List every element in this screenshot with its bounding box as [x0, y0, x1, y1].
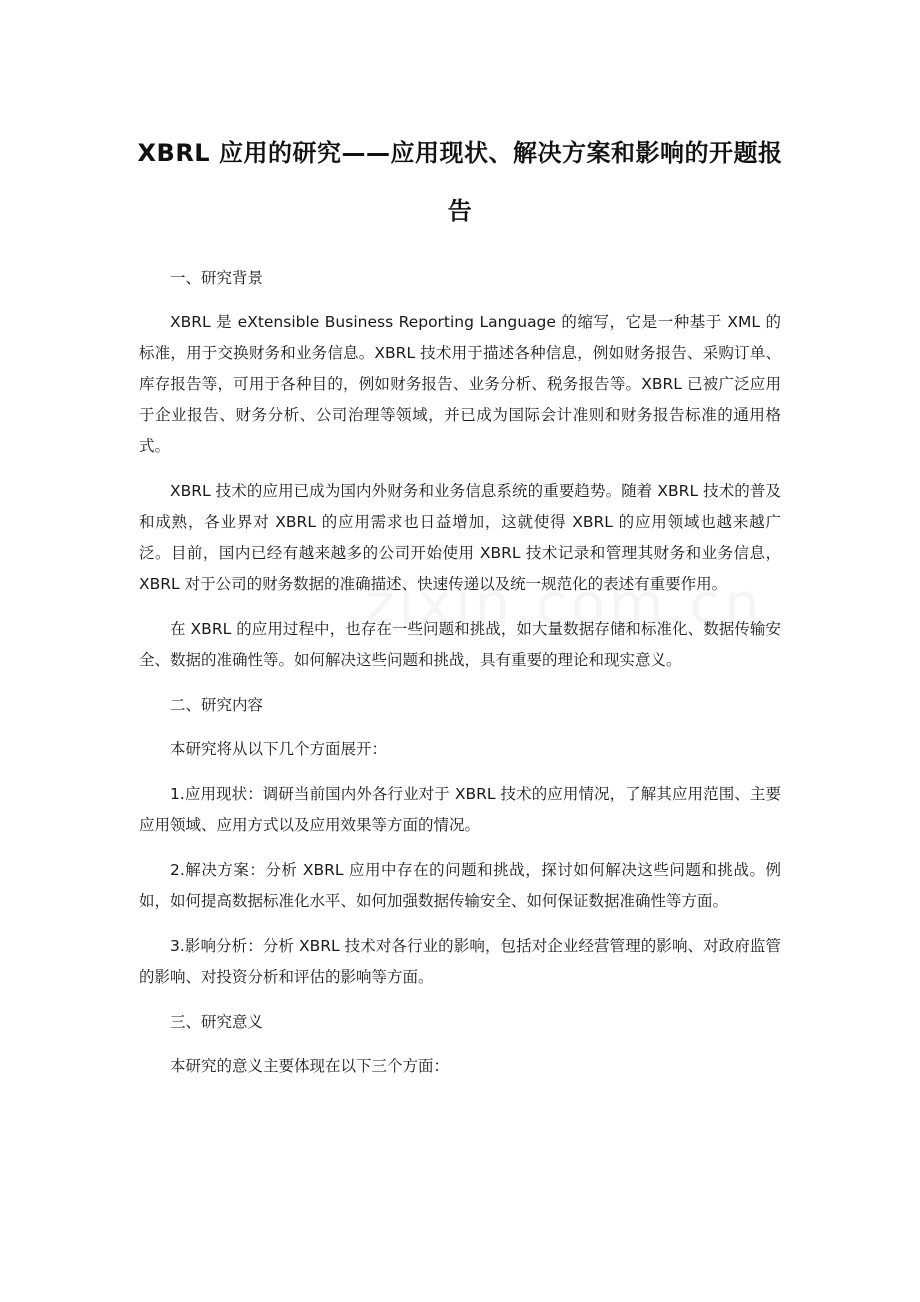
- paragraph-significance-intro: 本研究的意义主要体现在以下三个方面：: [170, 1057, 450, 1075]
- section-heading-content: 二、研究内容: [170, 696, 264, 714]
- document-body: [139, 263, 781, 1096]
- section-heading-background: 一、研究背景: [170, 269, 264, 287]
- paragraph-xbrl-definition: XBRL 是 eXtensible Business Reporting Language 的缩写，它是一种基于 XML 的标准，用于交换财务和业务信息。XBRL 技术用于描述各种信息，例如财务报告、采购订单、库存报告等，可用于各种目的，例如财务报告、业务分析、税务报告等。XBRL 已被广泛应用于企业报告、财务分析、公司治理等领域，并已成为国际会计准则和财务报告标准的通用格式。: [139, 313, 781, 455]
- list-item-solutions: 2.解决方案：分析 XBRL 应用中存在的问题和挑战，探讨如何解决这些问题和挑战。例如，如何提高数据标准化水平、如何加强数据传输安全、如何保证数据准确性等方面。: [139, 861, 781, 910]
- paragraph-xbrl-challenges: 在 XBRL 的应用过程中，也存在一些问题和挑战，如大量数据存储和标准化、数据传输安全、数据的准确性等。如何解决这些问题和挑战，具有重要的理论和现实意义。: [139, 620, 781, 669]
- paragraph-xbrl-trend: XBRL 技术的应用已成为国内外财务和业务信息系统的重要趋势。随着 XBRL 技术的普及和成熟，各业界对 XBRL 的应用需求也日益增加，这就使得 XBRL 的应用领域也越来越广泛。目前，国内已经有越来越多的公司开始使用 XBRL 技术记录和管理其财务和业务信息，XBRL 对于公司的财务数据的准确描述、快速传递以及统一规范化的表述有重要作用。: [139, 482, 781, 593]
- paragraph-content-intro: 本研究将从以下几个方面展开：: [170, 740, 388, 758]
- list-item-current-status: 1.应用现状：调研当前国内外各行业对于 XBRL 技术的应用情况，了解其应用范围、主要应用领域、应用方式以及应用效果等方面的情况。: [139, 785, 781, 834]
- list-item-impact-analysis: 3.影响分析：分析 XBRL 技术对各行业的影响，包括对企业经营管理的影响、对政府监管的影响、对投资分析和评估的影响等方面。: [139, 937, 781, 986]
- section-heading-significance: 三、研究意义: [170, 1013, 264, 1031]
- document-title: XBRL 应用的研究——应用现状、解决方案和影响的开题报告: [137, 139, 783, 225]
